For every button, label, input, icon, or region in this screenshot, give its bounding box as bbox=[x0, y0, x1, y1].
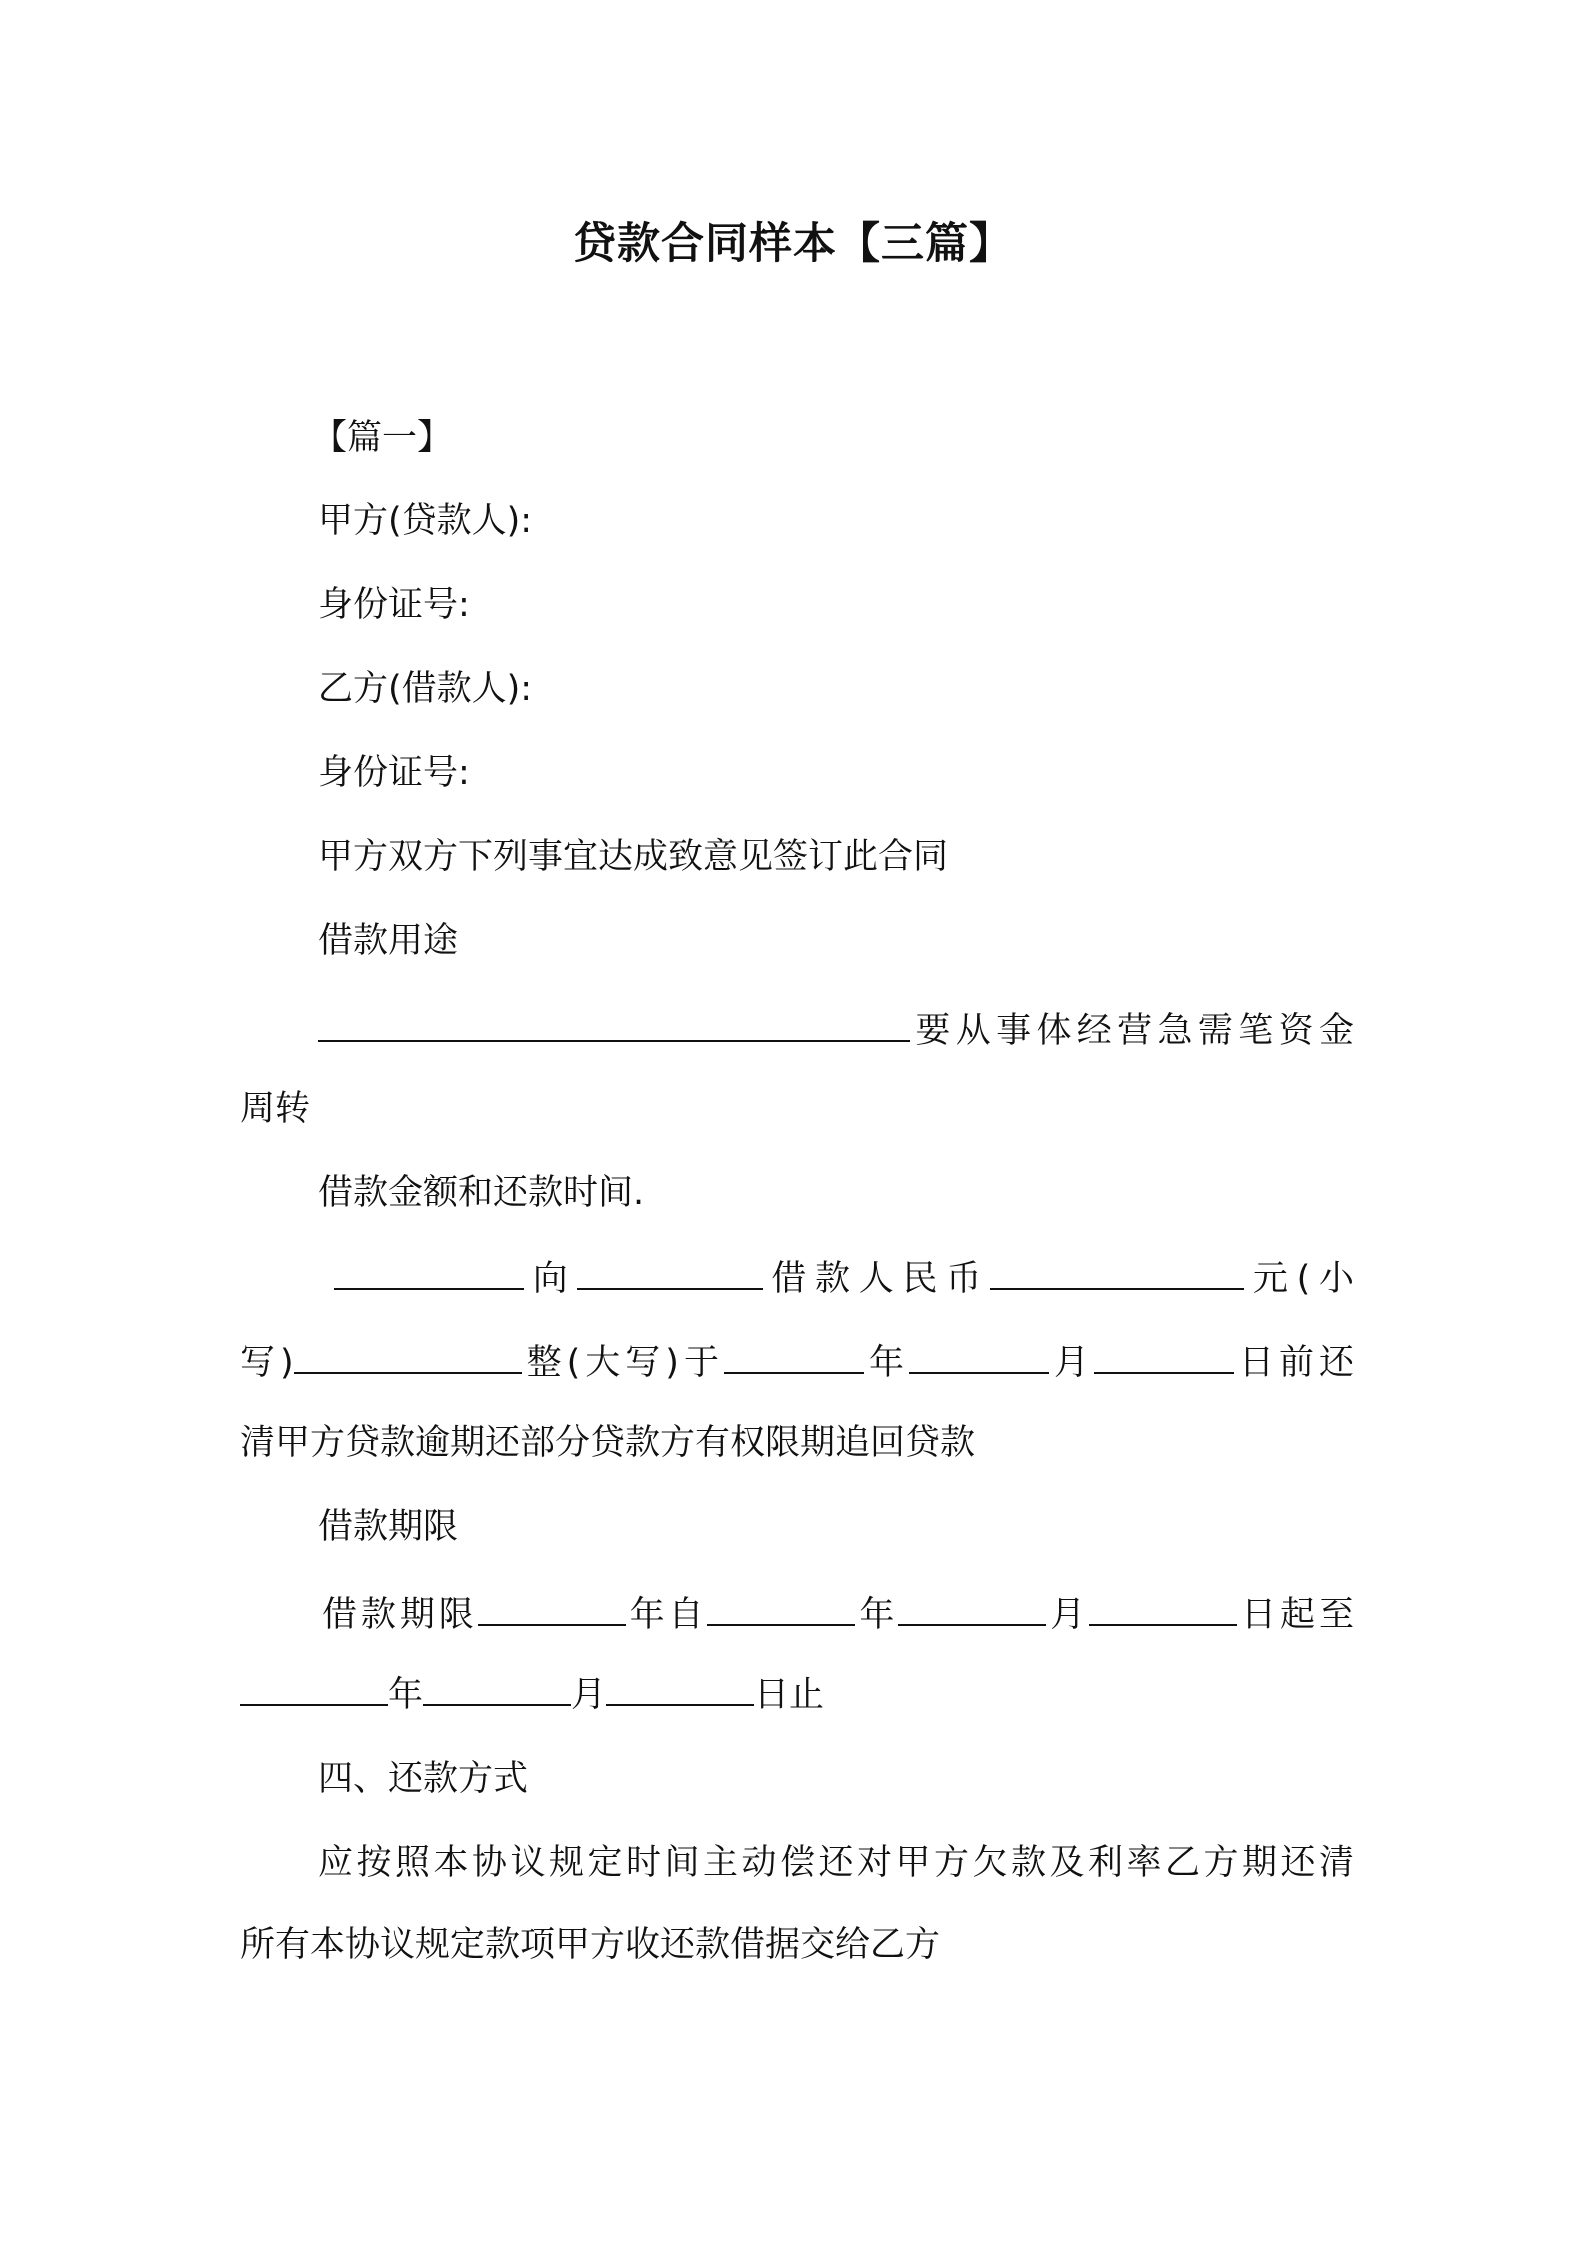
term-year-from: 年自 bbox=[625, 1595, 708, 1635]
repay-line-2: 所有本协议规定款项甲方收还款借据交给乙方 bbox=[240, 1925, 941, 1965]
amount-yuan: 元(小 bbox=[1244, 1259, 1354, 1299]
repay-year-blank[interactable] bbox=[724, 1338, 864, 1374]
purpose-heading: 借款用途 bbox=[318, 921, 459, 961]
end-day-label: 日止 bbox=[754, 1675, 825, 1715]
repay-line-1 bbox=[318, 1838, 1354, 1888]
lender-name-blank[interactable] bbox=[334, 1254, 524, 1290]
document-title: 贷款合同样本【三篇】 bbox=[573, 219, 1013, 269]
amount-line-3: 清甲方贷款逾期还部分贷款方有权限期追回贷款 bbox=[240, 1423, 976, 1463]
agreement-statement: 甲方双方下列事宜达成致意见签订此合同 bbox=[318, 837, 949, 877]
end-month-blank[interactable] bbox=[423, 1670, 571, 1706]
repay-month-label: 月 bbox=[1048, 1343, 1094, 1383]
purpose-blank[interactable] bbox=[318, 1006, 910, 1042]
party-b-label: 乙方(借款人): bbox=[318, 669, 533, 709]
amount-big-blank[interactable] bbox=[294, 1338, 522, 1374]
start-day-blank[interactable] bbox=[1089, 1590, 1237, 1626]
term-line-1 bbox=[322, 1590, 1354, 1640]
start-year-blank[interactable] bbox=[707, 1590, 855, 1626]
amount-heading: 借款金额和还款时间. bbox=[318, 1173, 645, 1213]
amount-line-1 bbox=[334, 1254, 1354, 1304]
party-b-id-label: 身份证号: bbox=[318, 753, 470, 793]
repay-month-blank[interactable] bbox=[909, 1338, 1049, 1374]
amount-to: 向 bbox=[524, 1259, 577, 1299]
repay-day-blank[interactable] bbox=[1094, 1338, 1234, 1374]
repay-heading: 四、还款方式 bbox=[318, 1759, 529, 1799]
party-a-id-label: 身份证号: bbox=[318, 585, 470, 625]
repay-day-label: 日前还 bbox=[1233, 1343, 1354, 1383]
amount-rmb: 借款人民币 bbox=[762, 1259, 991, 1299]
start-month-blank[interactable] bbox=[898, 1590, 1046, 1626]
term-label: 借款期限 bbox=[322, 1595, 478, 1635]
purpose-line bbox=[318, 1006, 1354, 1056]
section-heading: 【篇一】 bbox=[312, 418, 453, 458]
end-month-label: 月 bbox=[571, 1675, 607, 1715]
amount-line-2 bbox=[240, 1338, 1354, 1388]
repay-line-1-text: 应按照本协议规定时间主动偿还对甲方欠款及利率乙方期还清 bbox=[318, 1843, 1354, 1883]
term-years-blank[interactable] bbox=[478, 1590, 626, 1626]
party-a-label: 甲方(贷款人): bbox=[318, 501, 533, 541]
term-heading: 借款期限 bbox=[318, 1507, 459, 1547]
end-day-blank[interactable] bbox=[606, 1670, 754, 1706]
end-year-blank[interactable] bbox=[240, 1670, 388, 1706]
amount-small-blank[interactable] bbox=[990, 1254, 1244, 1290]
purpose-text: 要从事体经营急需笔资金 bbox=[910, 1011, 1354, 1051]
borrower-name-blank[interactable] bbox=[577, 1254, 763, 1290]
end-year-label: 年 bbox=[388, 1675, 424, 1715]
purpose-text-wrap: 周转 bbox=[240, 1089, 311, 1129]
amount-whole: 整(大写)于 bbox=[521, 1343, 724, 1383]
start-day-label: 日起至 bbox=[1237, 1595, 1354, 1635]
start-month-label: 月 bbox=[1046, 1595, 1090, 1635]
repay-year-label: 年 bbox=[863, 1343, 909, 1383]
term-line-2 bbox=[240, 1670, 824, 1720]
start-year-label: 年 bbox=[855, 1595, 899, 1635]
amount-write: 写) bbox=[240, 1343, 294, 1383]
